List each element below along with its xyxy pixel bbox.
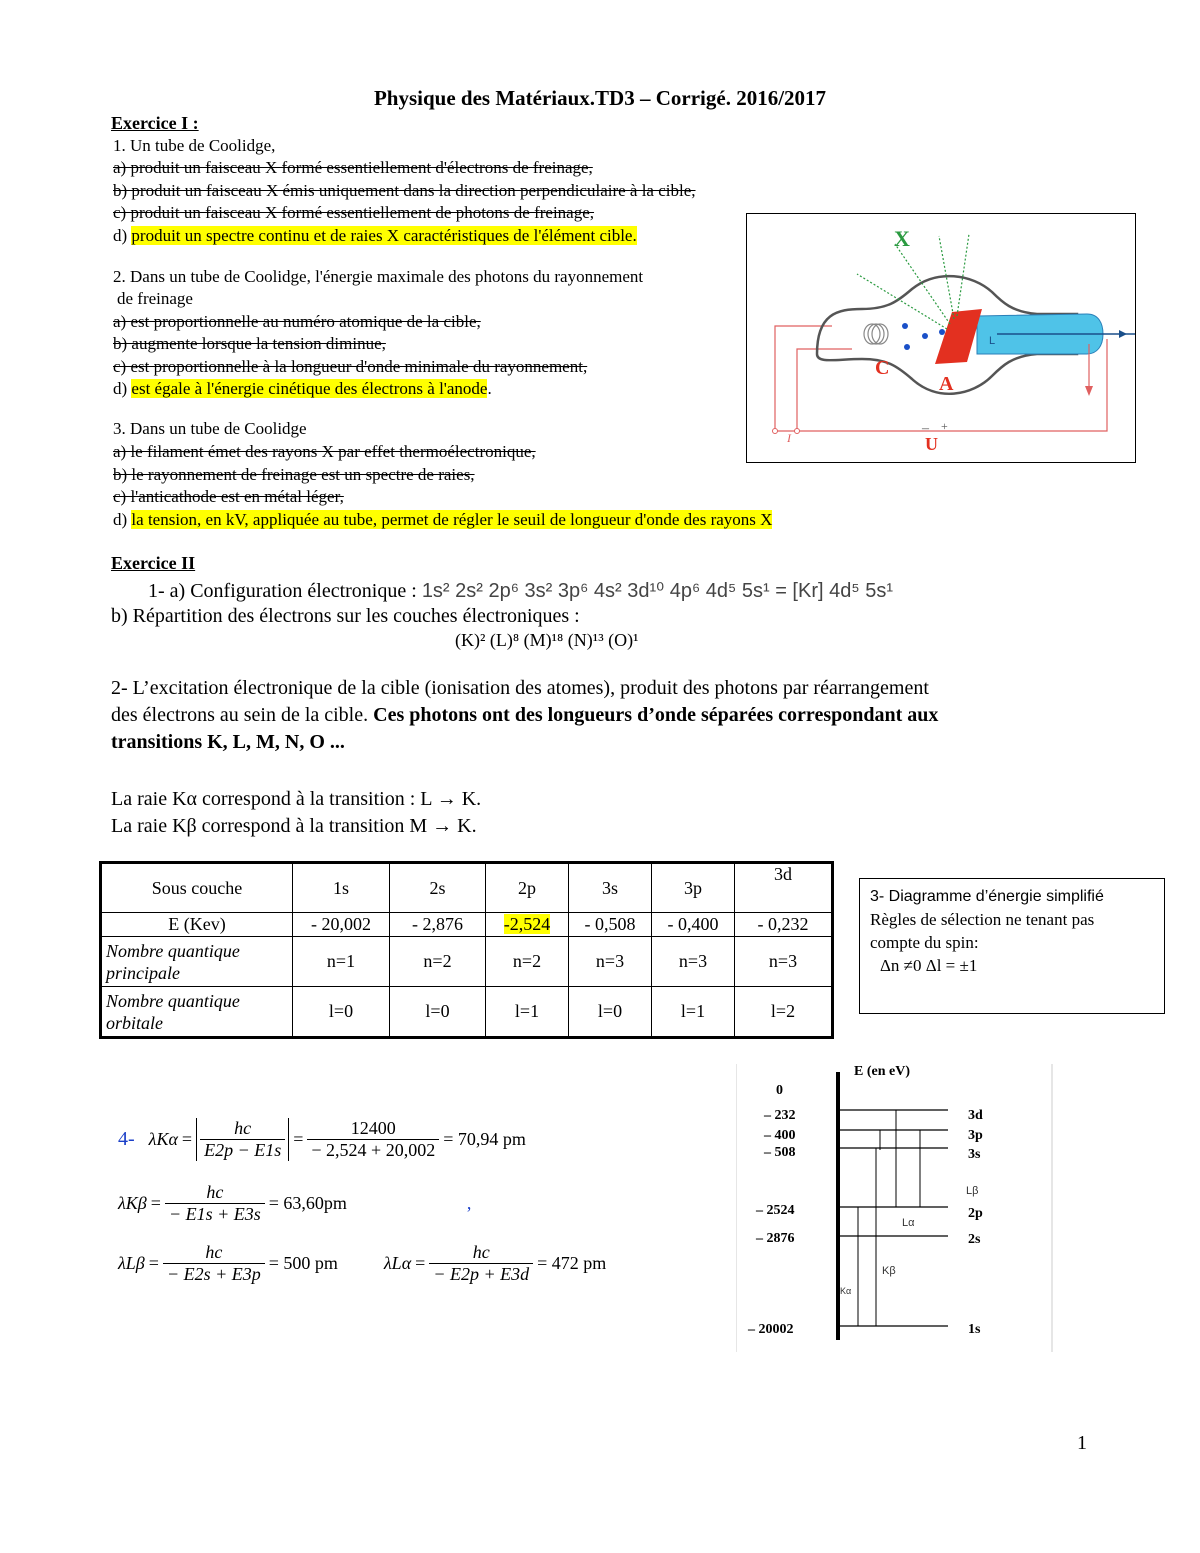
q2-option-a: a) est proportionnelle au numéro atomique de la cible, bbox=[113, 312, 481, 331]
energy-level-svg bbox=[736, 1062, 1054, 1354]
table-row-label: E (Kev) bbox=[102, 913, 293, 937]
fraction-hc-la bbox=[429, 1242, 533, 1285]
table-cell: - 0,232 bbox=[735, 913, 832, 937]
level-value-3p: – 400 bbox=[764, 1128, 796, 1143]
q1-option-c: c) produit un faisceau X formé essentiellement de photons de freinage, bbox=[113, 203, 595, 222]
output-arrow bbox=[1085, 386, 1093, 396]
table-cell: l=0 bbox=[390, 987, 486, 1037]
anticathode-target bbox=[935, 309, 982, 364]
table-header-label: Sous couche bbox=[102, 864, 293, 913]
table-cell: l=0 bbox=[293, 987, 390, 1037]
table-cell: l=1 bbox=[486, 987, 569, 1037]
table-row-header bbox=[102, 864, 832, 913]
lambda-k-alpha: λKα bbox=[148, 1129, 178, 1149]
level-value-1s: – 20002 bbox=[748, 1322, 794, 1337]
level-value-3s: – 508 bbox=[764, 1145, 796, 1160]
label-x-rays: X bbox=[894, 226, 910, 251]
electron-1 bbox=[902, 323, 908, 329]
axis-label: E (en eV) bbox=[854, 1064, 910, 1079]
table-cell: 1s bbox=[293, 864, 390, 913]
table-row-n bbox=[102, 937, 832, 987]
q2-line-1: 2- L’excitation électronique de la cible (ionisation des atomes), produit des photons par réarrangement bbox=[111, 677, 929, 699]
abs-bars bbox=[196, 1118, 289, 1161]
selection-rules-box bbox=[859, 878, 1165, 1014]
coolidge-tube-figure bbox=[746, 213, 1136, 463]
table-row-l bbox=[102, 987, 832, 1037]
q3-option-c: c) l'anticathode est en métal léger, bbox=[113, 487, 344, 506]
page-title: Physique des Matériaux.TD3 – Corrigé. 2016/2017 bbox=[373, 86, 827, 110]
table-cell: n=3 bbox=[735, 937, 832, 987]
level-value-2s: – 2876 bbox=[756, 1231, 795, 1246]
box3-line-4: Δn ≠0 Δl = ±1 bbox=[880, 956, 978, 975]
q2-option-b: b) augmente lorsque la tension diminue, bbox=[113, 334, 386, 353]
table-cell: 2s bbox=[390, 864, 486, 913]
q4-prefix: 4- bbox=[118, 1128, 135, 1150]
label-anode: A bbox=[939, 373, 954, 395]
kb-transition: La raie Kβ correspond à la transition M → K. bbox=[111, 815, 477, 837]
frac-num: 12400 bbox=[350, 1118, 396, 1138]
table-row-label: Nombre quantique principale bbox=[102, 937, 293, 987]
level-label-2s: 2s bbox=[968, 1232, 981, 1247]
table-cell: 3p bbox=[652, 864, 735, 913]
q1a-line bbox=[148, 578, 893, 603]
table-cell: 2p bbox=[486, 864, 569, 913]
frac-num: hc bbox=[472, 1242, 490, 1262]
q1a-prefix: 1- a) Configuration électronique : bbox=[148, 580, 422, 602]
q3-stem: 3. Dans un tube de Coolidge bbox=[113, 419, 307, 438]
label-l: L bbox=[989, 335, 996, 347]
exercise-1-heading: Exercice I : bbox=[111, 113, 199, 133]
label-k-alpha: Kα bbox=[840, 1286, 852, 1296]
table-cell: l=1 bbox=[652, 987, 735, 1037]
q2-line-2 bbox=[111, 704, 938, 727]
level-label-3p: 3p bbox=[968, 1128, 983, 1143]
q1-stem: 1. Un tube de Coolidge, bbox=[113, 136, 276, 155]
box3-line-3: compte du spin: bbox=[870, 933, 979, 952]
formula-k-alpha: 4- λKα = $\frac{hc}{E2p - E1s}$ = $\frac{12400}{- 2,524 + 20,002}$ = 70,94 pm bbox=[118, 1118, 526, 1160]
result-l-beta: = 500 pm bbox=[268, 1253, 338, 1273]
frac-den: E2p − E1s bbox=[200, 1139, 285, 1161]
q2-option-d-suffix: . bbox=[487, 379, 492, 398]
lambda-l-beta: λLβ bbox=[118, 1253, 145, 1273]
label-k-beta: Kβ bbox=[882, 1265, 896, 1277]
q2-option-d bbox=[113, 378, 492, 400]
q2-stem-1: 2. Dans un tube de Coolidge, l'énergie maximale des photons du rayonnement bbox=[113, 267, 644, 286]
box3-line-2: Règles de sélection ne tenant pas bbox=[870, 910, 1095, 929]
energy-table bbox=[101, 863, 832, 1037]
exercise-2-heading: Exercice II bbox=[111, 553, 196, 573]
q2-line-2-bold: Ces photons ont des longueurs d’onde séparées correspondant aux bbox=[373, 704, 939, 726]
electron-4 bbox=[939, 329, 945, 335]
anode-arrow bbox=[1119, 330, 1127, 338]
table-row-energy bbox=[102, 913, 832, 937]
electron-3 bbox=[904, 344, 910, 350]
q1-option-d bbox=[113, 225, 637, 247]
table-cell: - 0,400 bbox=[652, 913, 735, 937]
table-cell: - 20,002 bbox=[293, 913, 390, 937]
q3-option-d bbox=[113, 509, 772, 531]
q1-option-b: b) produit un faisceau X émis uniquement dans la direction perpendiculaire à la cible, bbox=[113, 181, 696, 200]
table-cell: l=0 bbox=[569, 987, 652, 1037]
q3-answer-highlight: la tension, en kV, appliquée au tube, permet de régler le seuil de longueur d'onde des rayons X bbox=[131, 510, 773, 529]
label-i: I bbox=[787, 431, 791, 445]
lambda-k-beta: λKβ bbox=[118, 1193, 147, 1213]
q2-line-3: transitions K, L, M, N, O ... bbox=[111, 731, 345, 753]
terminal-right bbox=[795, 429, 800, 434]
circuit-wire-left bbox=[775, 326, 832, 431]
formula-l-beta: λLβ = $\frac{hc}{- E2s + E3p}$ = 500 pm λLα = $\frac{hc}{- E2p + E3d}$ = 472 pm bbox=[118, 1242, 607, 1284]
electron-2 bbox=[922, 333, 928, 339]
table-cell: n=1 bbox=[293, 937, 390, 987]
terminal-left bbox=[773, 429, 778, 434]
q2-line-2-normal: des électrons au sein de la cible. bbox=[111, 704, 374, 726]
table-cell: 3d bbox=[735, 864, 832, 913]
result-k-beta: = 63,60pm bbox=[268, 1193, 347, 1213]
cathode-coil bbox=[864, 324, 888, 344]
q1b-line: b) Répartition des électrons sur les couches électroniques : bbox=[111, 605, 580, 627]
q3-option-b: b) le rayonnement de freinage est un spectre de raies, bbox=[113, 465, 475, 484]
label-l-alpha: Lα bbox=[902, 1217, 915, 1229]
level-value-2p: – 2524 bbox=[756, 1203, 795, 1218]
frac-den: − E2s + E3p bbox=[163, 1263, 265, 1285]
q2-option-d-prefix: d) bbox=[113, 379, 132, 398]
label-u: U bbox=[925, 434, 938, 454]
level-value-3d: – 232 bbox=[764, 1108, 796, 1123]
table-cell: - 2,876 bbox=[390, 913, 486, 937]
table-cell: l=2 bbox=[735, 987, 832, 1037]
q1-option-a: a) produit un faisceau X formé essentiellement d'électrons de freinage, bbox=[113, 158, 593, 177]
box3-line-1: 3- Diagramme d’énergie simplifié bbox=[870, 888, 1104, 905]
label-l-beta: Lβ bbox=[966, 1185, 979, 1197]
level-value-0: 0 bbox=[776, 1083, 783, 1098]
table-cell: n=3 bbox=[569, 937, 652, 987]
page-number: 1 bbox=[1077, 1432, 1087, 1454]
q2-stem-2: de freinage bbox=[117, 289, 193, 308]
table-cell bbox=[486, 913, 569, 937]
result-l-alpha: = 472 pm bbox=[537, 1253, 607, 1273]
table-cell: n=2 bbox=[486, 937, 569, 987]
q2-option-c: c) est proportionnelle à la longueur d'onde minimale du rayonnement, bbox=[113, 357, 588, 376]
table-cell: n=2 bbox=[390, 937, 486, 987]
formula-k-beta: λKβ = $\frac{hc}{- E1s + E3s}$ = 63,60pm , bbox=[118, 1182, 472, 1224]
shell-distribution: (K)² (L)⁸ (M)¹⁸ (N)¹³ (O)¹ bbox=[455, 630, 639, 650]
q3-option-a: a) le filament émet des rayons X par effet thermoélectronique, bbox=[113, 442, 536, 461]
circuit-wire-inner bbox=[797, 349, 852, 431]
coolidge-tube-svg bbox=[747, 214, 1135, 462]
level-label-3d: 3d bbox=[968, 1108, 983, 1123]
fraction-hc-lb bbox=[163, 1242, 265, 1285]
level-label-1s: 1s bbox=[968, 1322, 981, 1337]
electron-configuration: 1s² 2s² 2p⁶ 3s² 3p⁶ 4s² 3d¹⁰ 4p⁶ 4d⁵ 5s¹ = [Kr] 4d⁵ 5s¹ bbox=[421, 580, 893, 602]
q1-option-d-prefix: d) bbox=[113, 226, 132, 245]
label-plus: + bbox=[941, 419, 948, 433]
frac-num: hc bbox=[205, 1242, 223, 1262]
table-cell: 3s bbox=[569, 864, 652, 913]
ka-transition: La raie Kα correspond à la transition : L → K. bbox=[111, 788, 482, 810]
table-cell: n=3 bbox=[652, 937, 735, 987]
fraction-numeric-ka bbox=[307, 1118, 439, 1161]
label-cathode: C bbox=[875, 357, 890, 379]
table-row-label: Nombre quantique orbitale bbox=[102, 987, 293, 1037]
fraction-hc-kb bbox=[165, 1182, 265, 1225]
q2-answer-highlight: est égale à l'énergie cinétique des électrons à l'anode bbox=[131, 379, 488, 398]
frac-den: − E1s + E3s bbox=[165, 1203, 265, 1225]
level-label-2p: 2p bbox=[968, 1206, 983, 1221]
energy-level-figure bbox=[736, 1062, 1054, 1354]
lambda-l-alpha: λLα bbox=[383, 1253, 412, 1273]
label-minus: – bbox=[922, 421, 929, 436]
table-cell: - 0,508 bbox=[569, 913, 652, 937]
q3-option-d-prefix: d) bbox=[113, 510, 132, 529]
result-k-alpha: = 70,94 pm bbox=[443, 1129, 526, 1149]
frac-den: − E2p + E3d bbox=[429, 1263, 533, 1285]
stray-comma: , bbox=[466, 1193, 472, 1213]
highlighted-energy-2p: -2,524 bbox=[503, 914, 551, 934]
energy-table-frame bbox=[99, 861, 834, 1039]
frac-den: − 2,524 + 20,002 bbox=[307, 1139, 439, 1161]
frac-num: hc bbox=[234, 1118, 252, 1138]
frac-num: hc bbox=[206, 1182, 224, 1202]
level-label-3s: 3s bbox=[968, 1147, 981, 1162]
q1-answer-highlight: produit un spectre continu et de raies X caractéristiques de l'élément cible. bbox=[131, 226, 637, 245]
fraction-hc-ka bbox=[200, 1118, 285, 1161]
